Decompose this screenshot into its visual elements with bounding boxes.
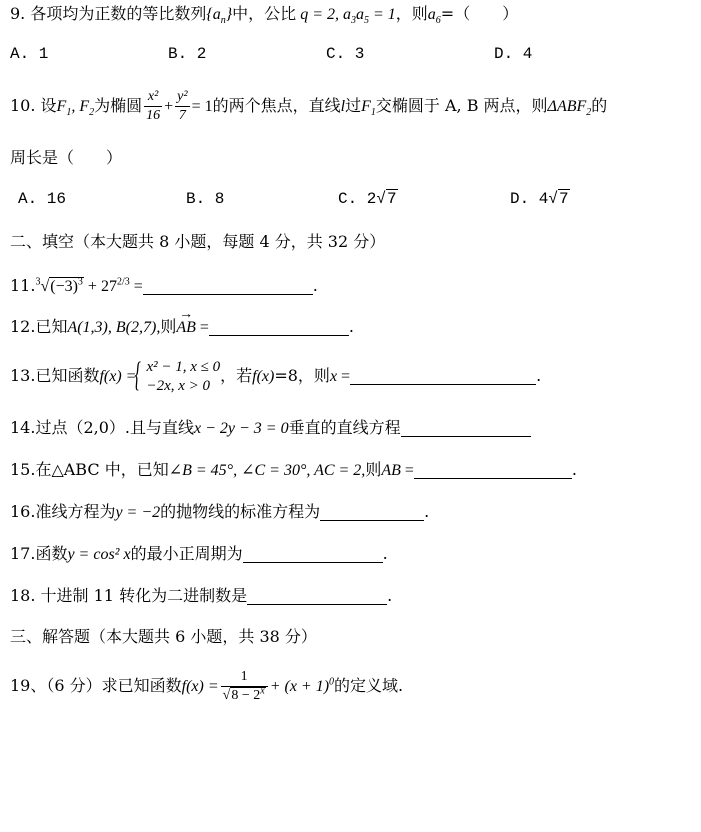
section-3-heading: 三、解答题（本大题共 6 小题，共 38 分） xyxy=(10,627,317,646)
question-17: 17.函数y = cos² x的最小正周期为 . xyxy=(10,544,388,563)
question-19: 19、（6 分）求已知函数f(x) = $\frac{1}{√8 - 2^x}$ + $(x + 1)^0$的定义域. xyxy=(10,669,404,703)
question-13: 13.已知函数f(x) = { x² − 1, x ≤ 0 −2x, x > 0 ，若f(x)=8，则x = . xyxy=(10,356,542,395)
ratio-condition: q = 2, $a_3a_5 = 1$ xyxy=(300,6,396,27)
cube-root: $^3√(-3)^3$ xyxy=(35,276,83,295)
answer-blank-15[interactable] xyxy=(414,462,572,479)
answer-blank-17[interactable] xyxy=(243,546,383,563)
q10-option-d: D. 4√7 xyxy=(510,190,569,208)
answer-blank-12[interactable] xyxy=(209,319,349,336)
question-14: 14.过点（2,0）.且与直线x − 2y − 3 = 0垂直的直线方程 xyxy=(10,416,531,441)
answer-blank-18[interactable] xyxy=(247,588,387,605)
q10-option-a: A. 16 xyxy=(18,190,67,208)
answer-blank-16[interactable] xyxy=(320,504,424,521)
foci-notation: $F_1$, $F_2$ xyxy=(56,98,95,119)
q10-option-c: C. 2√7 xyxy=(338,190,397,208)
section-2-heading: 二、填空（本大题共 8 小题，每题 4 分，共 32 分） xyxy=(10,232,386,251)
question-15: 15.在△ABC 中，已知∠B = 45°, ∠C = 30°, AC = 2,则AB = . xyxy=(10,460,577,479)
q9-option-d: D. 4 xyxy=(494,45,533,63)
piecewise-function: { x² − 1, x ≤ 0 −2x, x > 0 xyxy=(134,356,221,395)
answer-blank-11[interactable] xyxy=(143,278,313,295)
triangle-notation: $\Delta ABF_2$ xyxy=(547,98,592,119)
fraction-domain: $\frac{1}{√8 - 2^x}$ xyxy=(221,668,268,705)
q10-option-b: B. 8 xyxy=(186,190,225,208)
answer-blank-14[interactable] xyxy=(401,420,531,437)
target-term: $a_6$ xyxy=(427,6,441,27)
vector-ab: → AB xyxy=(176,316,196,340)
question-9: 9. 各项均为正数的等比数列$\{a_n\}$中，公比 q = 2, $a_3a_5 = 1$，则$a_6=$（ ） xyxy=(10,4,519,27)
sequence-notation: $\{a_n\}$ xyxy=(206,6,233,27)
q9-option-b: B. 2 xyxy=(168,45,207,63)
question-12: 12.已知A(1,3), B(2,7),则→ AB = . xyxy=(10,315,354,340)
q9-option-a: A. 1 xyxy=(10,45,49,63)
question-16: 16.准线方程为y = −2的抛物线的标准方程为 . xyxy=(10,502,430,521)
question-10: 10. 设$F_1$, $F_2$为椭圆 $\frac{\text{x²}}{16}$ + $\frac{\text{y²}}{7}$ = 1的两个焦点，直线l过$F_1$交椭圆于 A, B 两点，则$\Delta ABF_2$的 xyxy=(10,89,608,123)
fraction-y2-7: $\frac{\text{y²}}{7}$ xyxy=(177,89,188,123)
exponent-two-thirds: 2/3 xyxy=(116,276,130,288)
fraction-x2-16: $\frac{\text{x²}}{16}$ xyxy=(146,89,161,123)
answer-blank-13[interactable] xyxy=(350,368,536,385)
q9-option-c: C. 3 xyxy=(326,45,365,63)
question-18: 18. 十进制 11 转化为二进制数是 . xyxy=(10,586,393,605)
question-10-line2: 周长是（ ） xyxy=(10,148,123,167)
question-11: $11.^3√(-3)^3 + 27^{2/3}$ = . xyxy=(10,276,318,295)
